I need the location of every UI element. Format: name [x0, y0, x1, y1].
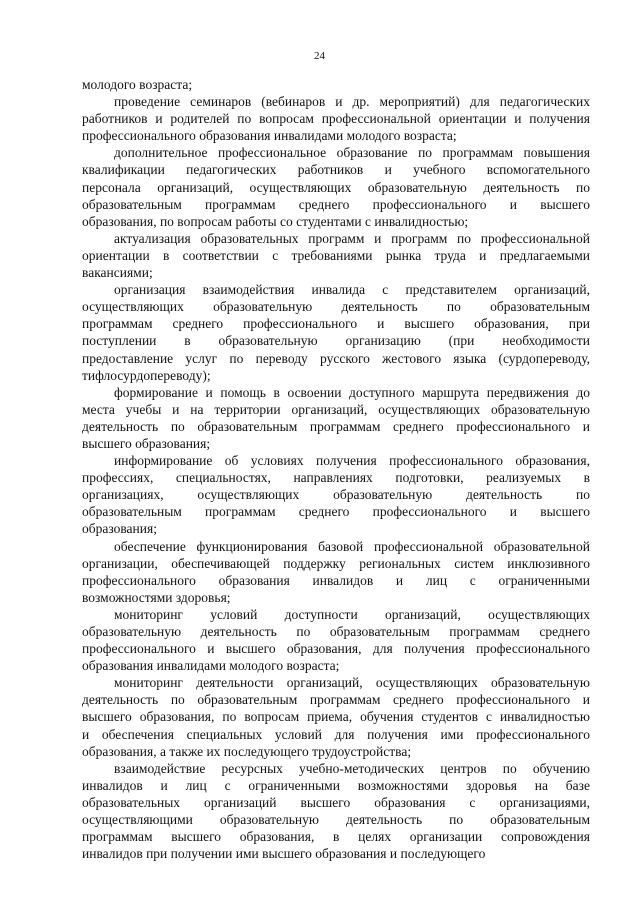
paragraph [82, 606, 590, 674]
text-line: тифлосурдопереводу); [82, 367, 211, 383]
text-line: образования, по вопросам работы со студентами с инвалидностью; [82, 213, 469, 229]
paragraph [82, 144, 590, 229]
text-line: инвалидов и лиц с ограниченными возможностями здоровья на базе [82, 777, 590, 793]
text-line: молодого возраста; [82, 77, 193, 92]
text-line: профессионального образования инвалидами молодого возраста; [82, 128, 457, 144]
text-line: проведение семинаров (вебинаров и др. мероприятий) для педагогических [114, 94, 590, 110]
paragraph [82, 452, 590, 537]
text-line: осуществляющих образовательную деятельность по образовательным [82, 299, 590, 315]
text-line: возможностями здоровья; [82, 589, 231, 605]
paragraph [82, 281, 590, 384]
text-line: профессионального образования инвалидов и лиц с ограниченными [82, 572, 590, 588]
paragraph [82, 93, 590, 144]
text-line: образовательную деятельность по образовательным программам среднего [82, 624, 590, 639]
paragraph [82, 674, 590, 759]
paragraph [82, 76, 590, 93]
text-line: организации, обеспечивающей поддержку региональных систем инклюзивного [82, 555, 590, 571]
paragraph [82, 384, 590, 452]
text-line: высшего образования, по вопросам приема, обучения студентов с инвалидностью [82, 709, 590, 725]
text-line: образовательным программам среднего профессионального и высшего [82, 504, 590, 520]
text-line: инвалидов при получении ими высшего образования и последующего [82, 846, 486, 862]
text-line: профессиях, специальностях, направлениях подготовки, реализуемых в [82, 470, 590, 486]
text-line: ориентации в соответствии с требованиями рынка труда и предлагаемыми [82, 247, 590, 263]
text-line: квалификации педагогических работников и учебного вспомогательного [82, 162, 590, 178]
text-line: образовательным программам среднего профессионального и высшего [82, 196, 590, 212]
text-line: обеспечение функционирования базовой профессиональной образовательной [114, 538, 590, 554]
paragraph [82, 538, 590, 606]
text-line: работников и родителей по вопросам профессиональной ориентации и получения [82, 111, 590, 127]
text-line: информирование об условиях получения профессионального образования, [114, 453, 590, 469]
text-line: дополнительное профессиональное образование по программам повышения [114, 145, 590, 161]
text-line: деятельность по образовательным программам среднего профессионального и [82, 418, 590, 434]
paragraph [82, 760, 590, 863]
text-line: поступлении в образовательную организацию (при необходимости [82, 333, 590, 349]
text-line: образования, а также их последующего трудоустройства; [82, 743, 412, 759]
text-line: и обеспечения специальных условий для получения ими профессионального [82, 726, 590, 742]
text-line: предоставление услуг по переводу русского жестового языка (сурдопереводу, [82, 350, 590, 366]
document-body [82, 76, 590, 862]
text-line: образования инвалидами молодого возраста; [82, 658, 340, 674]
text-line: актуализация образовательных программ и программ по профессиональной [114, 230, 590, 246]
text-line: взаимодействие ресурсных учебно-методических центров по обучению [114, 760, 590, 776]
text-line: места учебы и на территории организаций, осуществляющих образовательную [82, 401, 590, 417]
text-line: программам среднего профессионального и высшего образования, при [82, 316, 590, 332]
text-line: мониторинг условий доступности организаций, осуществляющих [114, 606, 590, 622]
text-line: мониторинг деятельности организаций, осуществляющих образовательную [114, 675, 590, 691]
text-line: осуществляющими образовательную деятельность по образовательным [82, 812, 590, 828]
text-line: организация взаимодействия инвалида с представителем организаций, [114, 282, 590, 298]
page-number: 24 [314, 50, 325, 62]
paragraph [82, 230, 590, 281]
text-line: образовательных организаций высшего образования с организациями, [82, 794, 590, 810]
text-line: персонала организаций, осуществляющих образовательную деятельность по [82, 179, 590, 195]
text-line: программам высшего образования, в целях организации сопровождения [82, 829, 590, 845]
text-line: образования; [82, 521, 157, 537]
text-line: деятельность по образовательным программам среднего профессионального и [82, 692, 590, 708]
text-line: формирование и помощь в освоении доступного маршрута передвижения до [114, 384, 590, 400]
text-line: организациях, осуществляющих образовательную деятельность по [82, 487, 590, 503]
text-line: высшего образования; [82, 435, 211, 451]
text-line: профессионального и высшего образования, для получения профессионального [82, 641, 590, 657]
text-line: вакансиями; [82, 265, 153, 281]
